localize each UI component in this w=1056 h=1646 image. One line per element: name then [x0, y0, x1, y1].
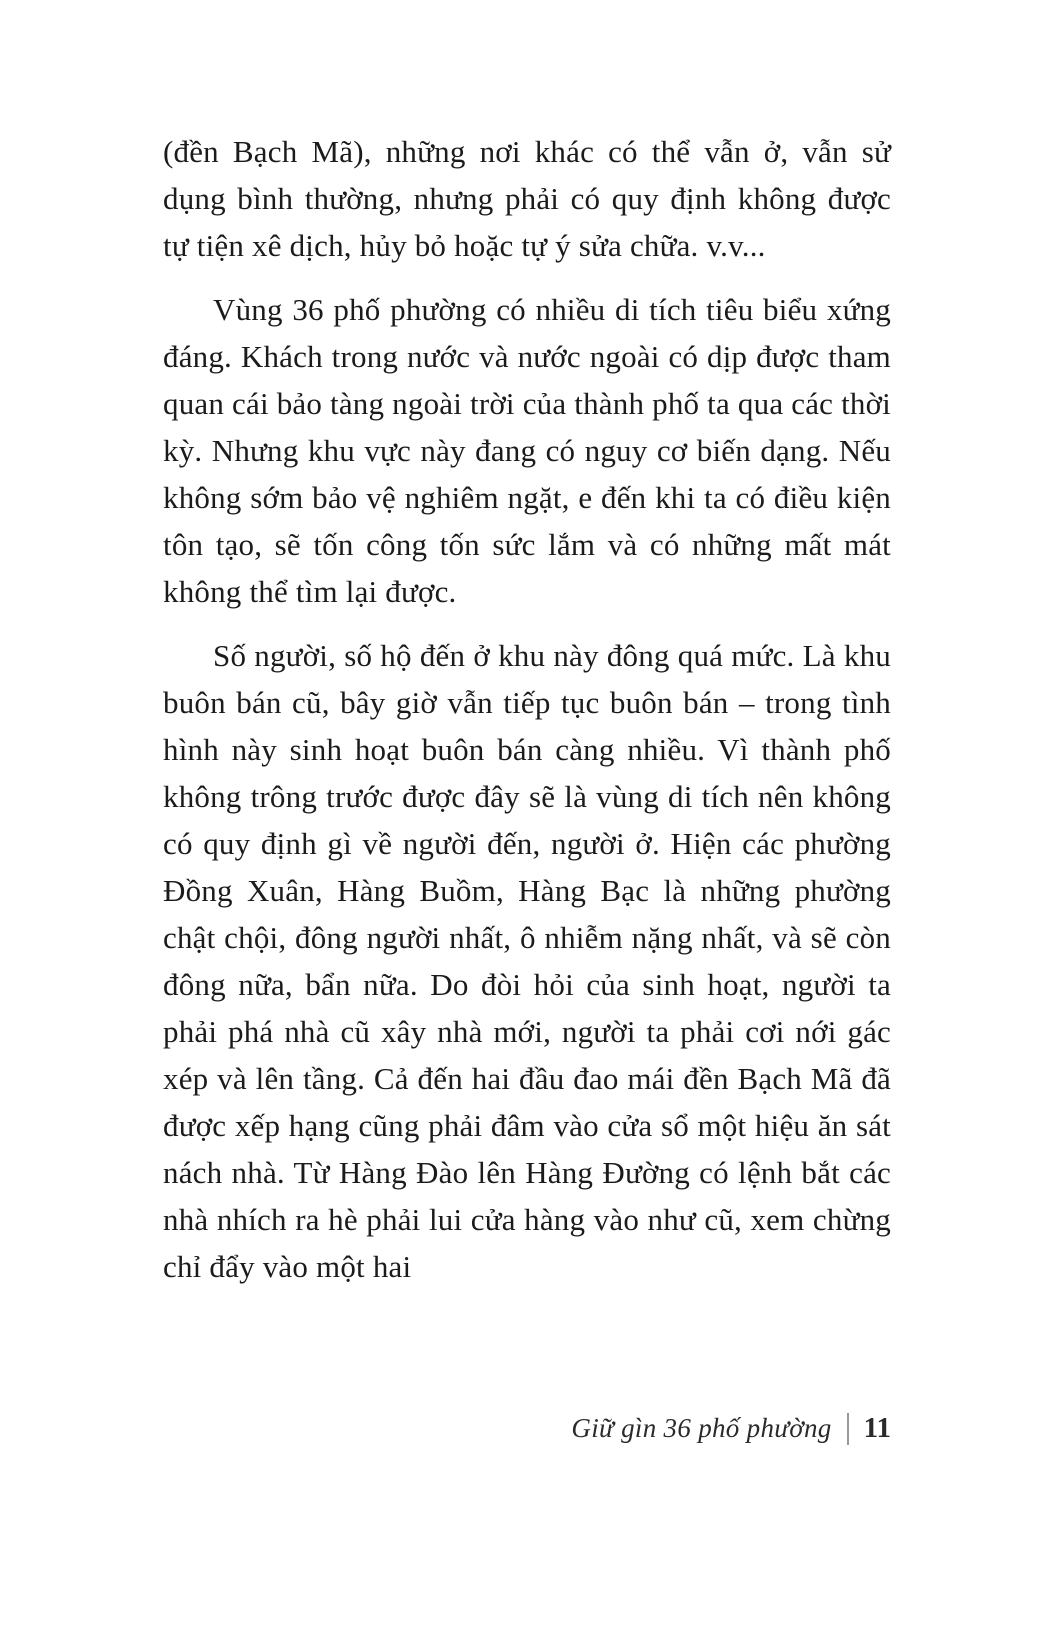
paragraph-continuation: (đền Bạch Mã), những nơi khác có thể vẫn ở, vẫn sử dụng bình thường, nhưng phải có quy định không được tự tiện xê dịch, hủy bỏ hoặc tự ý sửa chữa. v.v... — [163, 134, 891, 263]
footer-divider — [847, 1413, 849, 1445]
running-footer-title: Giữ gìn 36 phố phường — [571, 1413, 832, 1443]
page-content — [163, 128, 891, 1307]
paragraph: Số người, số hộ đến ở khu này đông quá mức. Là khu buôn bán cũ, bây giờ vẫn tiếp tục buôn bán – trong tình hình này sinh hoạt buôn bán càng nhiều. Vì thành phố không trông trước được đây sẽ là vùng di tích nên không có quy định gì về người đến, người ở. Hiện các phường Đồng Xuân, Hàng Buồm, Hàng Bạc là những phường chật chội, đông người nhất, ô nhiễm nặng nhất, và sẽ còn đông nữa, bẩn nữa. Do đòi hỏi của sinh hoạt, người ta phải phá nhà cũ xây nhà mới, người ta phải cơi nới gác xép và lên tầng. Cả đến hai đầu đao mái đền Bạch Mã đã được xếp hạng cũng phải đâm vào cửa sổ một hiệu ăn sát nách nhà. Từ Hàng Đào lên Hàng Đường có lệnh bắt các nhà nhích ra hè phải lui cửa hàng vào như cũ, xem chừng chỉ đẩy vào một hai — [163, 638, 891, 1284]
page-number: 11 — [863, 1412, 891, 1444]
paragraph: Vùng 36 phố phường có nhiều di tích tiêu biểu xứng đáng. Khách trong nước và nước ngoài có dịp được tham quan cái bảo tàng ngoài trời của thành phố ta qua các thời kỳ. Nhưng khu vực này đang có nguy cơ biến dạng. Nếu không sớm bảo vệ nghiêm ngặt, e đến khi ta có điều kiện tôn tạo, sẽ tốn công tốn sức lắm và có những mất mát không thể tìm lại được. — [163, 292, 891, 609]
page-footer — [163, 1412, 891, 1445]
